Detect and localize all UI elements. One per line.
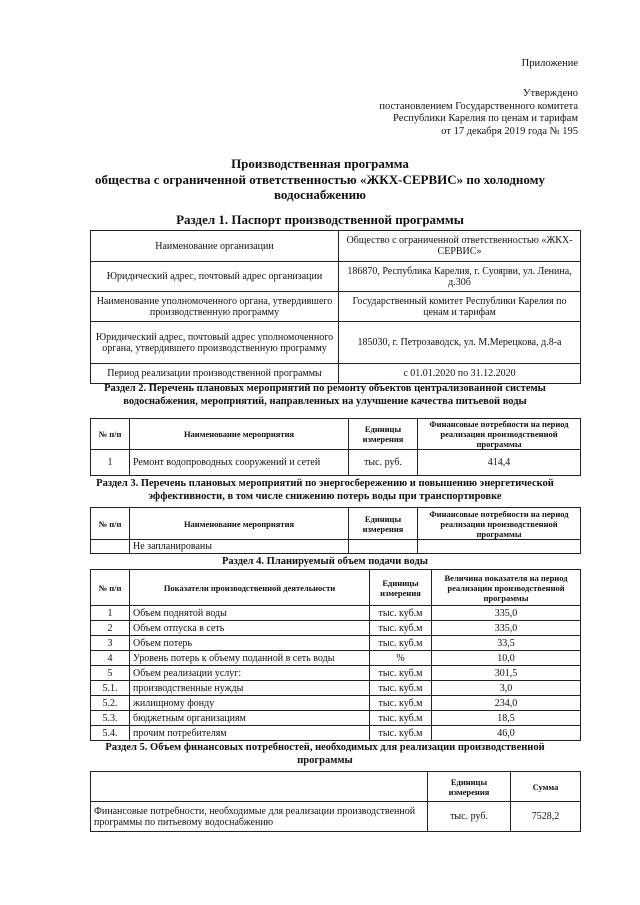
row-num: 1 bbox=[91, 450, 130, 476]
passport-value: 185030, г. Петрозаводск, ул. М.Мерецкова, д.8-а bbox=[339, 322, 581, 364]
row-num: 5.2. bbox=[91, 696, 130, 711]
table-row bbox=[91, 726, 581, 741]
passport-label: Юридический адрес, почтовый адрес организации bbox=[91, 262, 339, 292]
table-row bbox=[91, 540, 581, 554]
row-num: 5.3. bbox=[91, 711, 130, 726]
col-header-financing: Финансовые потребности на период реализации производственной программы bbox=[418, 508, 581, 540]
row-value: 301,5 bbox=[432, 666, 581, 681]
repair-measures-table bbox=[90, 418, 581, 476]
row-name: Объем потерь bbox=[130, 636, 370, 651]
col-header-unit: Единицы измерения bbox=[349, 419, 418, 450]
energy-measures-table bbox=[90, 507, 581, 554]
program-title: Производственная программа bbox=[231, 156, 409, 171]
section4-heading: Раздел 4. Планируемый объем подачи воды bbox=[222, 556, 428, 567]
row-unit: тыс. куб.м bbox=[370, 606, 432, 621]
row-value: 18,5 bbox=[432, 711, 581, 726]
approved-by-line-2: Республики Карелия по ценам и тарифам bbox=[393, 113, 578, 124]
row-name: производственные нужды bbox=[130, 681, 370, 696]
col-header-num: № п/п bbox=[91, 570, 130, 606]
col-header-unit: Единицы измерения bbox=[349, 508, 418, 540]
row-value: 234,0 bbox=[432, 696, 581, 711]
table-row bbox=[91, 231, 581, 262]
approved-date: от 17 декабря 2019 года № 195 bbox=[441, 125, 578, 137]
row-value: 10,0 bbox=[432, 651, 581, 666]
col-header-blank bbox=[91, 772, 428, 802]
row-value: 3,0 bbox=[432, 681, 581, 696]
row-name: Финансовые потребности, необходимые для реализации производственной программы по питьевому водоснабжению bbox=[91, 802, 428, 832]
row-num: 2 bbox=[91, 621, 130, 636]
section5-heading: Раздел 5. Объем финансовых потребностей, необходимых для реализации производственной программы bbox=[105, 742, 545, 766]
col-header-num: № п/п bbox=[91, 419, 130, 450]
table-header-row bbox=[91, 508, 581, 540]
approved-label: Утверждено bbox=[523, 88, 578, 99]
table-row bbox=[91, 802, 581, 832]
passport-label: Наименование уполномоченного органа, утвердившего производственную программу bbox=[91, 292, 339, 322]
appendix-label: Приложение bbox=[521, 58, 578, 69]
table-row bbox=[91, 322, 581, 364]
row-name: Ремонт водопроводных сооружений и сетей bbox=[130, 450, 349, 476]
col-header-unit: Единицы измерения bbox=[428, 772, 511, 802]
table-row bbox=[91, 666, 581, 681]
row-unit: тыс. куб.м bbox=[370, 681, 432, 696]
row-unit bbox=[349, 540, 418, 554]
section2-heading: Раздел 2. Перечень плановых мероприятий по ремонту объектов централизованной системы водоснабжения, мероприятий, направленных на улучшение качества питьевой воды bbox=[104, 383, 546, 407]
passport-label: Наименование организации bbox=[91, 231, 339, 262]
approved-by-line-1: постановлением Государственного комитета bbox=[379, 100, 578, 112]
row-name: Объем реализации услуг: bbox=[130, 666, 370, 681]
row-unit: тыс. куб.м bbox=[370, 711, 432, 726]
row-name: жилищному фонду bbox=[130, 696, 370, 711]
row-value: 335,0 bbox=[432, 621, 581, 636]
table-row bbox=[91, 651, 581, 666]
row-num: 5 bbox=[91, 666, 130, 681]
table-row bbox=[91, 636, 581, 651]
passport-table bbox=[90, 230, 581, 384]
row-value: 335,0 bbox=[432, 606, 581, 621]
water-supply-table bbox=[90, 569, 581, 741]
row-name: бюджетным организациям bbox=[130, 711, 370, 726]
table-header-row bbox=[91, 772, 581, 802]
row-num: 5.4. bbox=[91, 726, 130, 741]
row-unit: % bbox=[370, 651, 432, 666]
passport-value: с 01.01.2020 по 31.12.2020 bbox=[339, 364, 581, 384]
passport-label: Период реализации производственной программы bbox=[91, 364, 339, 384]
table-row bbox=[91, 292, 581, 322]
table-row bbox=[91, 681, 581, 696]
row-num: 4 bbox=[91, 651, 130, 666]
row-value bbox=[418, 540, 581, 554]
col-header-num: № п/п bbox=[91, 508, 130, 540]
row-value: 33,5 bbox=[432, 636, 581, 651]
row-name: Уровень потерь к объему поданной в сеть воды bbox=[130, 651, 370, 666]
col-header-indicator: Показатели производственной деятельности bbox=[130, 570, 370, 606]
row-name: Объем отпуска в сеть bbox=[130, 621, 370, 636]
approval-block bbox=[379, 88, 578, 138]
table-header-row bbox=[91, 570, 581, 606]
col-header-name: Наименование мероприятия bbox=[130, 508, 349, 540]
col-header-financing: Финансовые потребности на период реализации производственной программы bbox=[418, 419, 581, 450]
table-row bbox=[91, 711, 581, 726]
table-row bbox=[91, 621, 581, 636]
section1-heading: Раздел 1. Паспорт производственной программы bbox=[176, 212, 464, 227]
table-header-row bbox=[91, 419, 581, 450]
passport-label: Юридический адрес, почтовый адрес уполномоченного органа, утвердившего производственную программу bbox=[91, 322, 339, 364]
row-unit: тыс. куб.м bbox=[370, 696, 432, 711]
row-name: Не запланированы bbox=[130, 540, 349, 554]
program-subtitle-line-2: водоснабжению bbox=[273, 187, 366, 202]
row-unit: тыс. куб.м bbox=[370, 636, 432, 651]
row-num: 5.1. bbox=[91, 681, 130, 696]
table-row bbox=[91, 450, 581, 476]
row-num bbox=[91, 540, 130, 554]
row-value: 414,4 bbox=[418, 450, 581, 476]
col-header-sum: Сумма bbox=[511, 772, 581, 802]
passport-value: Общество с ограниченной ответственностью «ЖКХ-СЕРВИС» bbox=[339, 231, 581, 262]
passport-value: Государственный комитет Республики Карелия по ценам и тарифам bbox=[339, 292, 581, 322]
row-value: 7528,2 bbox=[511, 802, 581, 832]
financing-table bbox=[90, 771, 581, 832]
passport-value: 186870, Республика Карелия, г. Суоярви, ул. Ленина, д.30б bbox=[339, 262, 581, 292]
table-row bbox=[91, 606, 581, 621]
row-unit: тыс. руб. bbox=[349, 450, 418, 476]
row-unit: тыс. куб.м bbox=[370, 726, 432, 741]
col-header-name: Наименование мероприятия bbox=[130, 419, 349, 450]
table-row bbox=[91, 262, 581, 292]
row-unit: тыс. куб.м bbox=[370, 666, 432, 681]
row-unit: тыс. куб.м bbox=[370, 621, 432, 636]
table-row bbox=[91, 364, 581, 384]
row-num: 3 bbox=[91, 636, 130, 651]
row-unit: тыс. руб. bbox=[428, 802, 511, 832]
row-name: Объем поднятой воды bbox=[130, 606, 370, 621]
row-num: 1 bbox=[91, 606, 130, 621]
program-subtitle-line-1: общества с ограниченной ответственностью «ЖКХ-СЕРВИС» по холодному bbox=[94, 172, 546, 187]
section3-heading: Раздел 3. Перечень плановых мероприятий по энергосбережению и повышению энергетической эффективности, в том числе снижению потерь воды при транспортировке bbox=[96, 478, 554, 502]
table-row bbox=[91, 696, 581, 711]
col-header-unit: Единицы измерения bbox=[370, 570, 432, 606]
row-value: 46,0 bbox=[432, 726, 581, 741]
row-name: прочим потребителям bbox=[130, 726, 370, 741]
col-header-value: Величина показателя на период реализации производственной программы bbox=[432, 570, 581, 606]
